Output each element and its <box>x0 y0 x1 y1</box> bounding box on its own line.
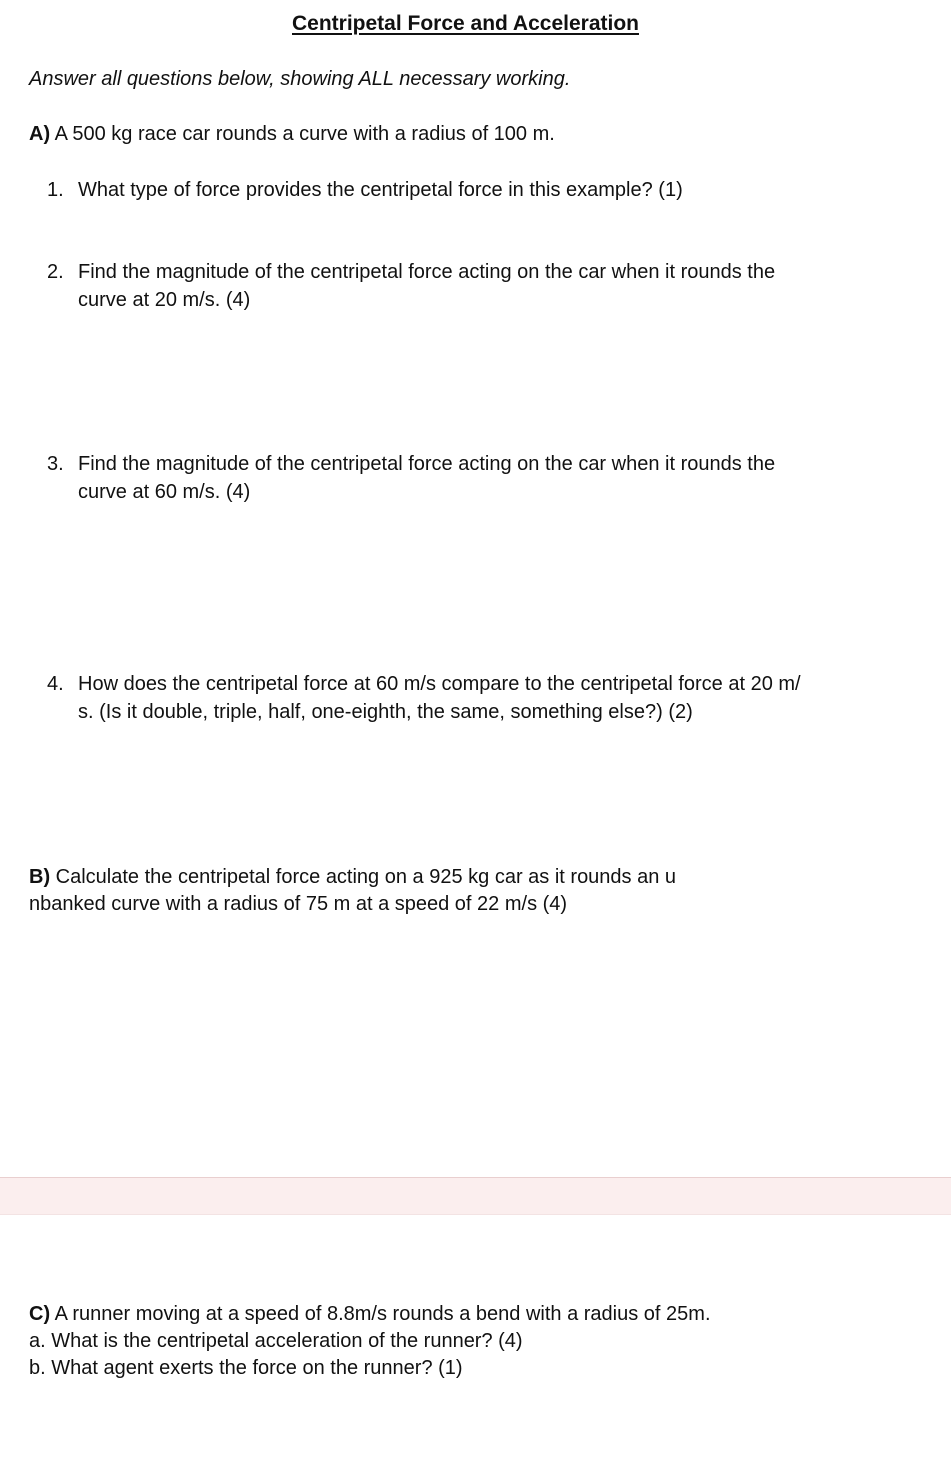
question-4-text-line-2: s. (Is it double, triple, half, one-eighth, the same, something else?) (2) <box>78 701 693 723</box>
question-2-text-line-1: Find the magnitude of the centripetal force acting on the car when it rounds the <box>78 261 776 283</box>
question-3 <box>47 450 775 506</box>
question-2-text-line-2: curve at 20 m/s. (4) <box>78 289 251 311</box>
section-c <box>29 1301 711 1382</box>
question-4-text-line-1: How does the centripetal force at 60 m/s compare to the centripetal force at 20 m/ <box>78 673 801 695</box>
question-1-number: 1. <box>47 179 64 201</box>
question-2 <box>47 258 775 314</box>
question-1 <box>47 176 683 204</box>
section-a-text: A 500 kg race car rounds a curve with a radius of 100 m. <box>50 123 555 145</box>
section-b-letter: B) <box>29 866 51 888</box>
page-break-divider <box>0 1177 951 1215</box>
section-a-intro <box>29 121 555 148</box>
instructions: Answer all questions below, showing ALL necessary working. <box>29 68 571 90</box>
question-4 <box>47 670 801 726</box>
section-c-line-2: a. What is the centripetal acceleration of the runner? (4) <box>29 1330 523 1352</box>
question-4-number: 4. <box>47 673 64 695</box>
question-3-number: 3. <box>47 453 64 475</box>
section-b-line-1: Calculate the centripetal force acting on a 925 kg car as it rounds an u <box>50 866 677 888</box>
question-2-number: 2. <box>47 261 64 283</box>
question-3-text-line-1: Find the magnitude of the centripetal force acting on the car when it rounds the <box>78 453 776 475</box>
section-c-line-3: b. What agent exerts the force on the runner? (1) <box>29 1357 463 1379</box>
section-b-line-2: nbanked curve with a radius of 75 m at a speed of 22 m/s (4) <box>29 893 568 915</box>
section-b <box>29 864 676 918</box>
question-1-text: What type of force provides the centripetal force in this example? (1) <box>78 179 683 201</box>
section-c-letter: C) <box>29 1303 51 1325</box>
worksheet-title: Centripetal Force and Acceleration <box>292 12 639 35</box>
question-3-text-line-2: curve at 60 m/s. (4) <box>78 481 251 503</box>
section-a-letter: A) <box>29 123 51 145</box>
section-c-line-1: A runner moving at a speed of 8.8m/s rounds a bend with a radius of 25m. <box>50 1303 711 1325</box>
